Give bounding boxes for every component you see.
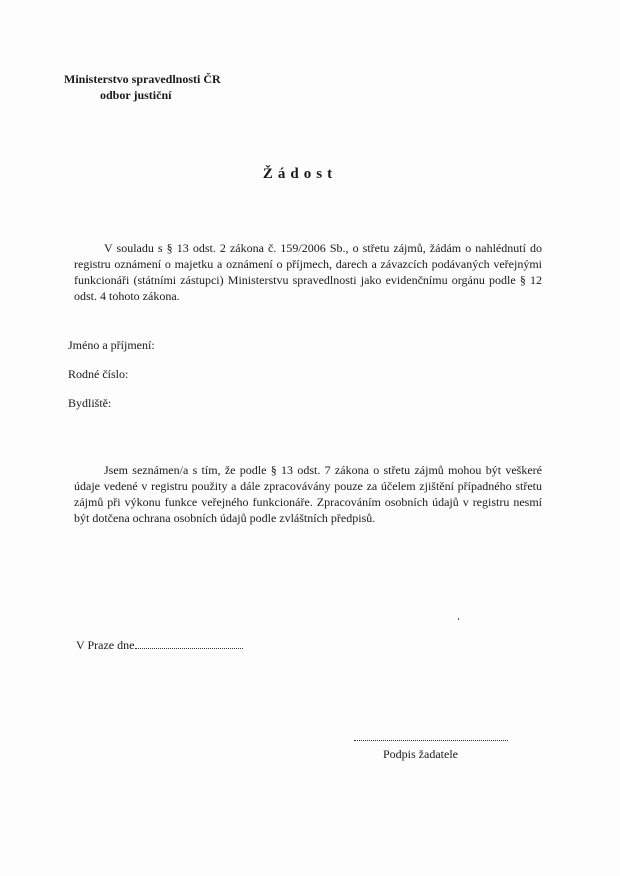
document-title: Žádost <box>262 166 338 182</box>
place-date-line <box>76 638 243 653</box>
signature-dotted-line <box>354 740 508 741</box>
ministry-name: Ministerstvo spravedlnosti ČR <box>64 72 221 86</box>
scan-speck <box>458 618 459 620</box>
place-date-label: V Praze dne <box>76 638 135 652</box>
request-paragraph-text: V souladu s § 13 odst. 2 zákona č. 159/2006 Sb., o střetu zájmů, žádám o nahlédnutí do registru oznámení o majetku a oznámení o příjmech, darech a závazcích podávaných veřejnými funkcionáři (státními zástupci) Ministerstvu spravedlnosti jako evidenčnímu orgánu podle § 12 odst. 4 tohoto zákona. <box>74 241 542 303</box>
date-dotted-line <box>135 638 243 649</box>
residence-field-label: Bydliště: <box>68 396 112 410</box>
birth-number-field-label: Rodné číslo: <box>68 367 129 381</box>
signature-label: Podpis žadatele <box>383 747 458 761</box>
document-header <box>64 71 221 103</box>
name-field-label: Jméno a příjmení: <box>68 338 155 352</box>
department-name: odbor justiční <box>100 88 172 102</box>
consent-paragraph-text: Jsem seznámen/a s tím, že podle § 13 odst. 7 zákona o střetu zájmů mohou být veškeré údaje vedené v registru použity a dále zpracovávány pouze za účelem zjištění případného střetu zájmů při výkonu funkce veřejného funkcionáře. Zpracováním osobních údajů v registru nesmí být dotčena ochrana osobních údajů podle zvláštních předpisů. <box>74 463 542 525</box>
consent-paragraph <box>74 462 542 526</box>
request-paragraph <box>74 240 542 304</box>
